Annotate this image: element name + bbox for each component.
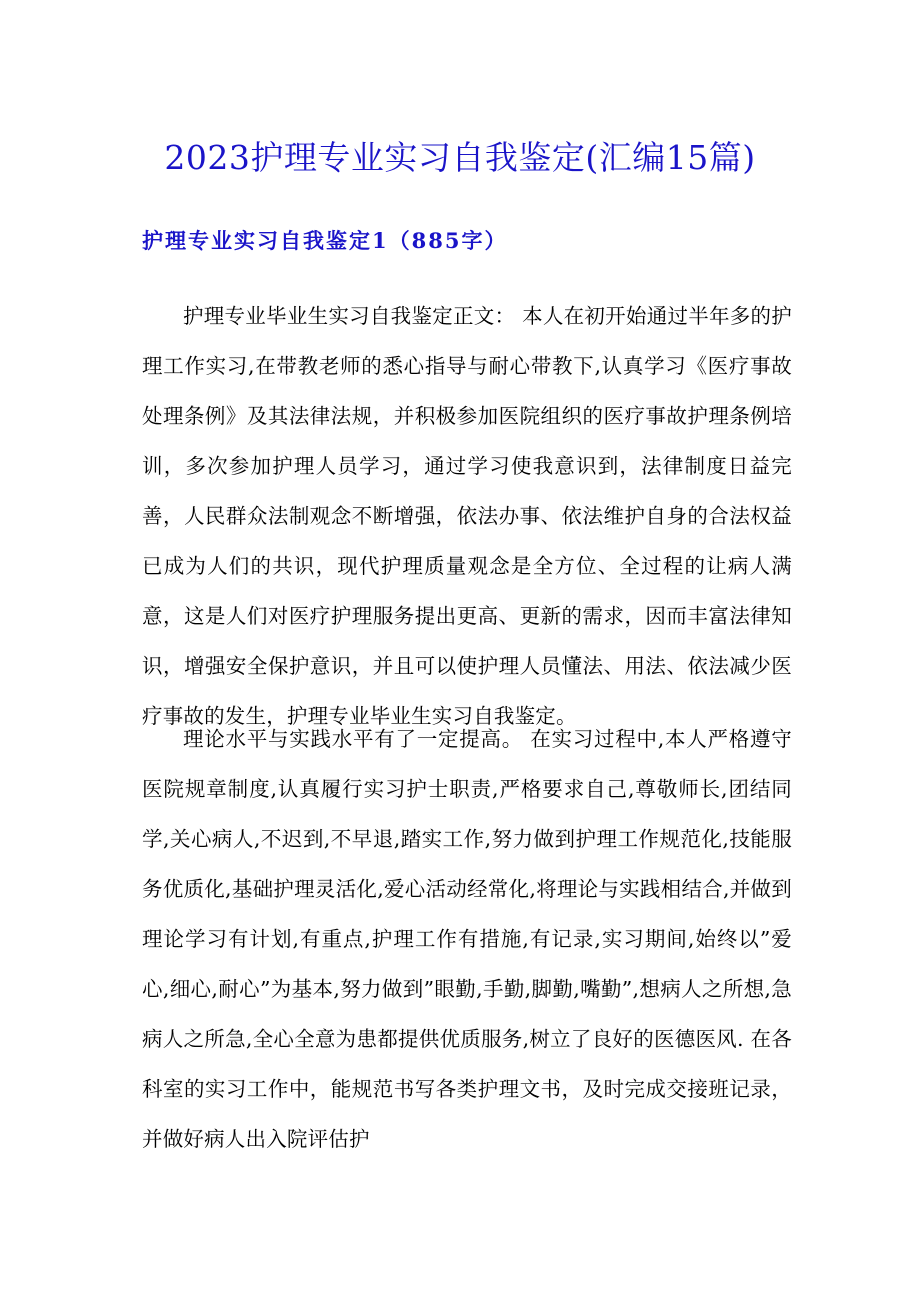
document-title: 2023护理专业实习自我鉴定(汇编15篇) — [164, 138, 756, 177]
section-heading: 护理专业实习自我鉴定1（885字） — [142, 228, 508, 253]
body-paragraph: 理论水平与实践水平有了一定提高。 在实习过程中,本人严格遵守医院规章制度,认真履行实习护士职责,严格要求自己,尊敬师长,团结同学,关心病人,不迟到,不早退,踏实工作,努力做到护理工作规范化,技能服务优质化,基础护理灵活化,爱心活动经常化,将理论与实践相结合,并做到理论学习有计划,有重点,护理工作有措施,有记录,实习期间,始终以”爱心,细心,耐心”为基本,努力做到”眼勤,手勤,脚勤,嘴勤”,想病人之所想,急病人之所急,全心全意为患都提供优质服务,树立了良好的医德医风. 在各科室的实习工作中，能规范书写各类护理文书，及时完成交接班记录，并做好病人出入院评估护 — [142, 727, 792, 1151]
body-paragraph: 护理专业毕业生实习自我鉴定正文： 本人在初开始通过半年多的护理工作实习,在带教老师的悉心指导与耐心带教下,认真学习《医疗事故处理条例》及其法律法规，并积极参加医院组织的医疗事故护理条例培训，多次参加护理人员学习，通过学习使我意识到，法律制度日益完善，人民群众法制观念不断增强，依法办事、依法维护自身的合法权益已成为人们的共识，现代护理质量观念是全方位、全过程的让病人满意，这是人们对医疗护理服务提出更高、更新的需求，因而丰富法律知识，增强安全保护意识，并且可以使护理人员懂法、用法、依法减少医疗事故的发生，护理专业毕业生实习自我鉴定。 — [142, 304, 792, 728]
